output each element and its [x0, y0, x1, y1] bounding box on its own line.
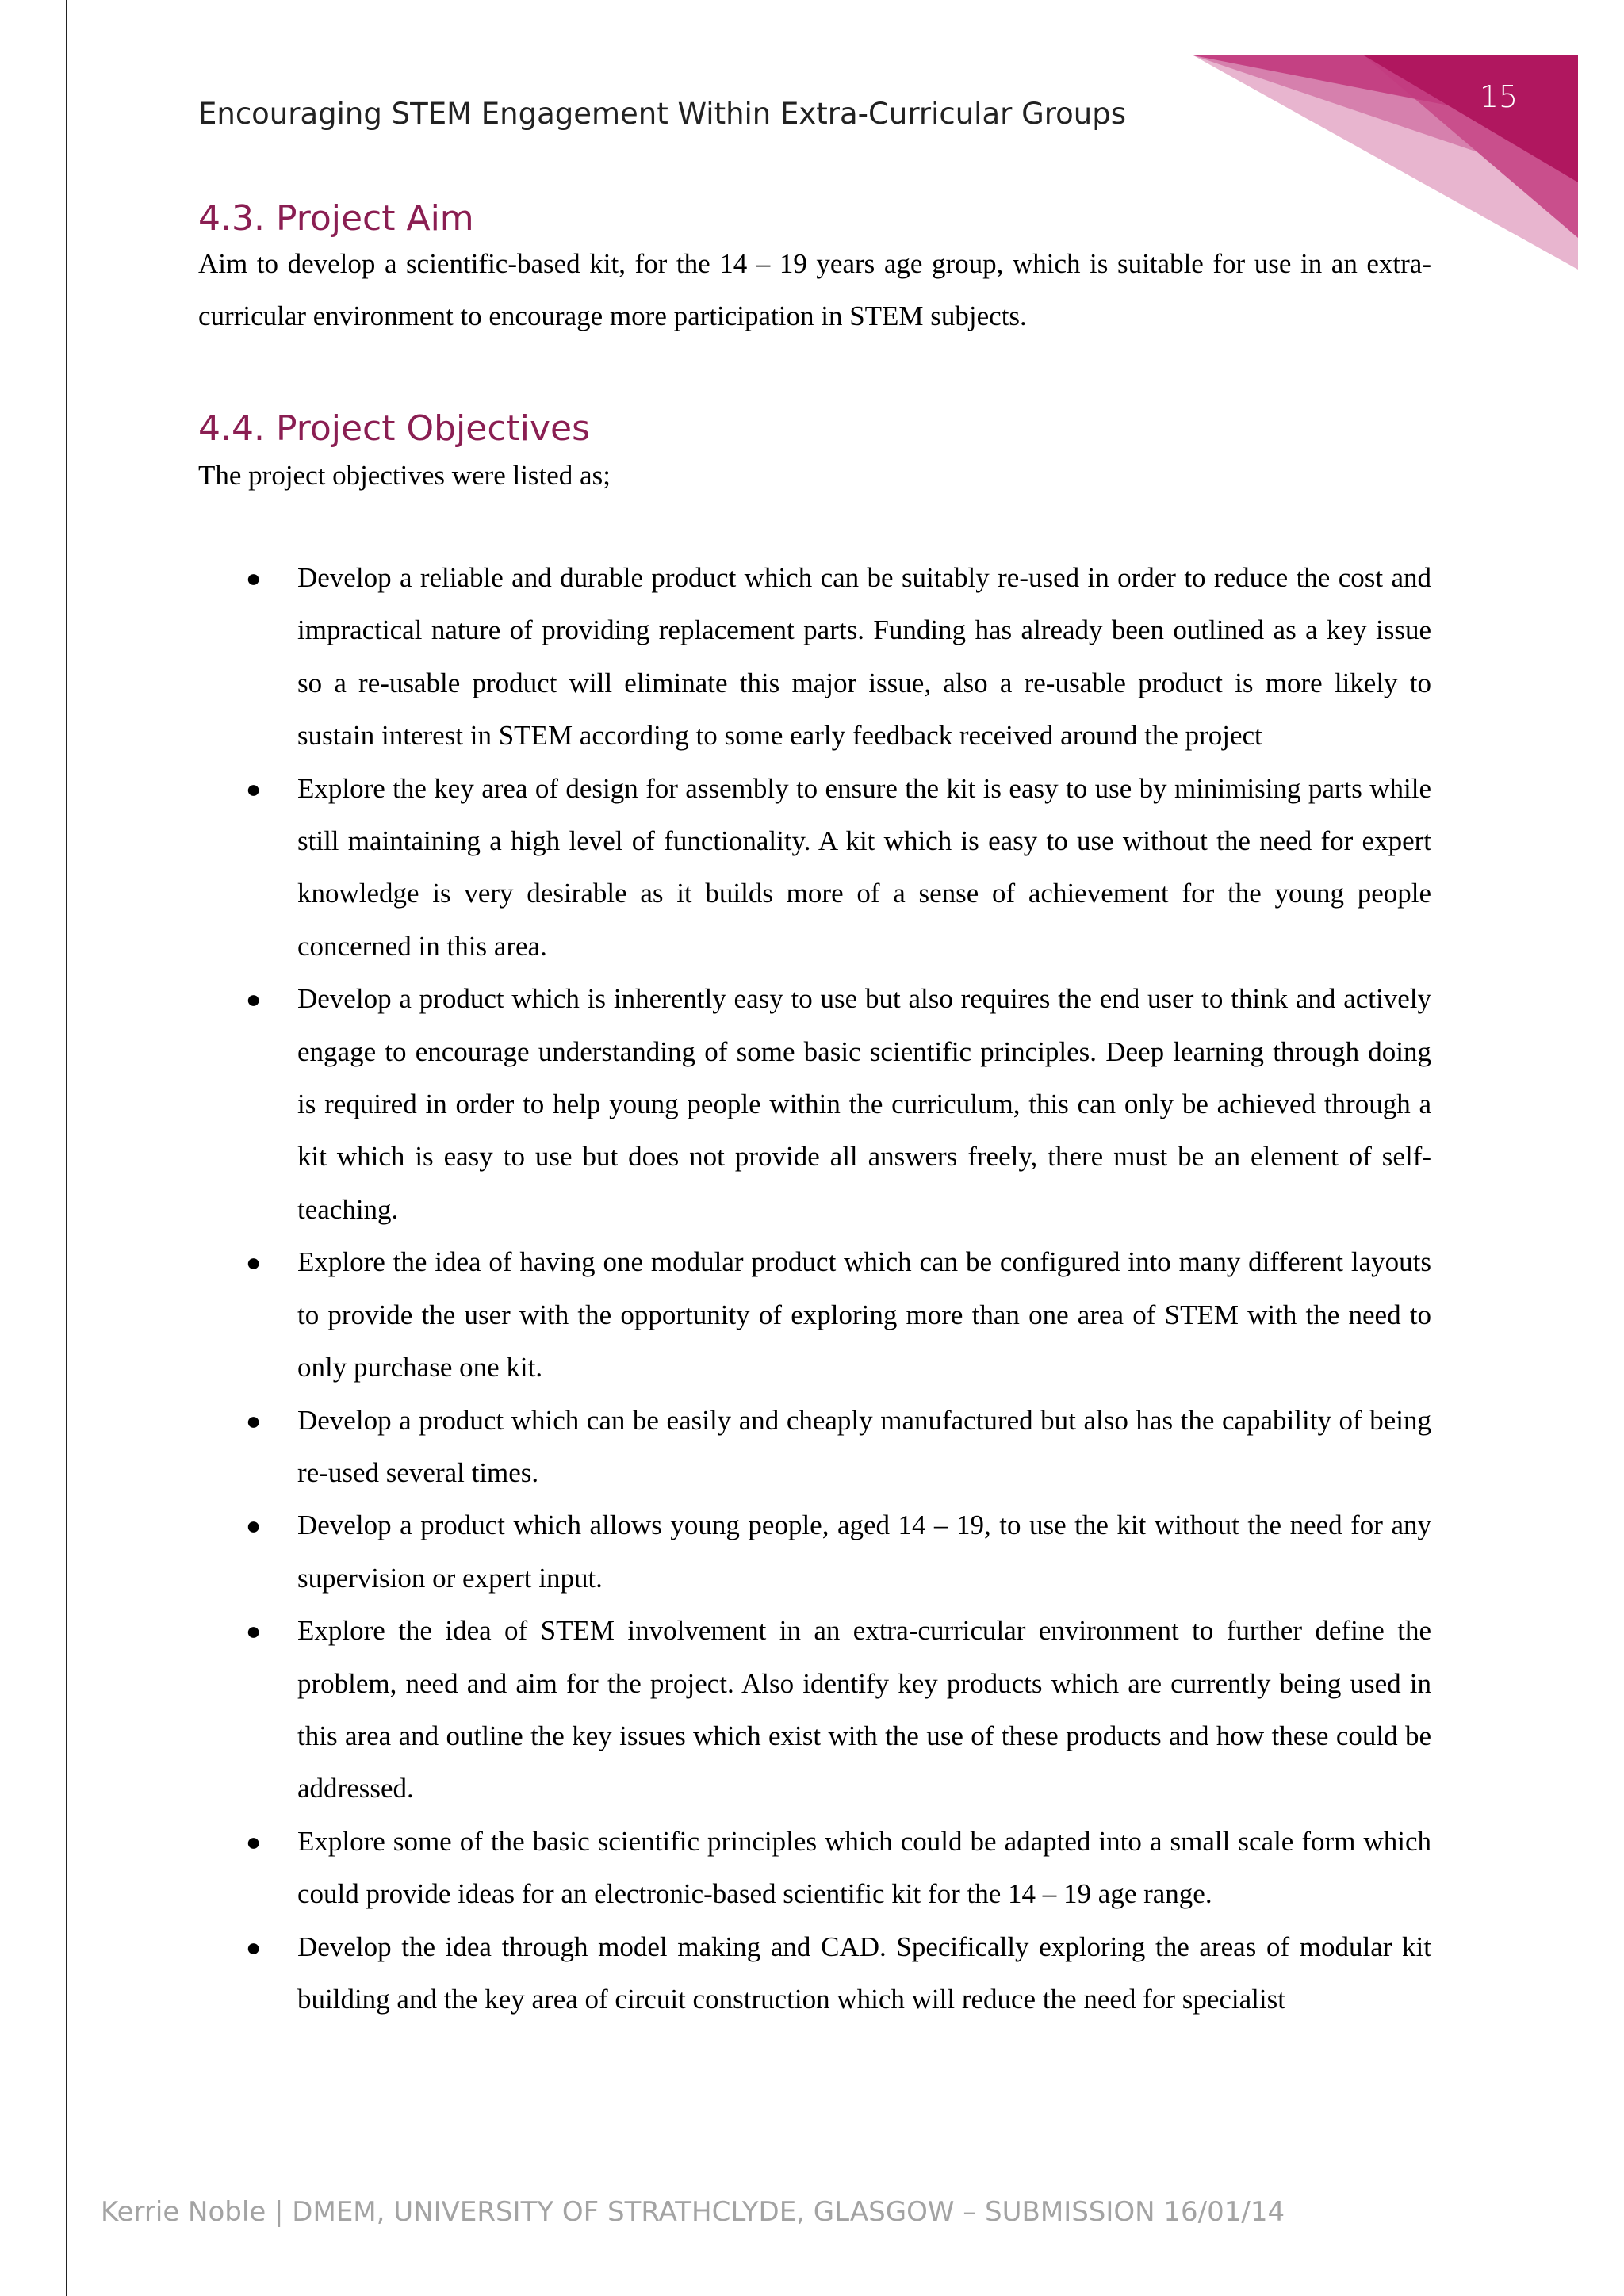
- objective-item: [198, 1921, 1431, 2026]
- bullet-icon: ●: [246, 564, 262, 592]
- bullet-icon: ●: [246, 1511, 262, 1540]
- bullet-icon: ●: [246, 985, 262, 1014]
- objective-text: Develop a product which can be easily and cheaply manufactured but also has the capability of being re-used several times.: [297, 1404, 1431, 1488]
- objective-text: Explore the idea of STEM involvement in an extra-curricular environment to further define the problem, need and aim for the project. Also identify key products which are currently being used in this area and outline the key issues which exist with the use of these products and how these could be addressed.: [297, 1615, 1431, 1804]
- objective-text: Develop a product which allows young people, aged 14 – 19, to use the kit without the need for any supervision or expert input.: [297, 1510, 1431, 1594]
- section-heading-project-aim: 4.3. Project Aim: [198, 198, 474, 239]
- project-aim-paragraph: Aim to develop a scientific-based kit, for the 14 – 19 years age group, which is suitable for use in an extra-curricular environment to encourage more participation in STEM subjects.: [198, 248, 1431, 331]
- objective-item: [198, 1236, 1431, 1394]
- objectives-intro-paragraph: The project objectives were listed as;: [198, 460, 611, 491]
- running-header-title: Encouraging STEM Engagement Within Extra-Curricular Groups: [198, 97, 1127, 131]
- bullet-icon: ●: [246, 1617, 262, 1646]
- objective-text: Explore the key area of design for assembly to ensure the kit is easy to use by minimising parts while still maintaining a high level of functionality. A kit which is easy to use without the need for expert knowledge is very desirable as it builds more of a sense of achievement for the young people concerned in this area.: [297, 772, 1431, 962]
- bullet-icon: ●: [246, 1827, 262, 1856]
- objective-item: [198, 1605, 1431, 1816]
- section-heading-project-objectives: 4.4. Project Objectives: [198, 408, 591, 449]
- objective-text: Explore some of the basic scientific principles which could be adapted into a small scale form which could provide ideas for an electronic-based scientific kit for the 14 – 19 age range.: [297, 1825, 1431, 1910]
- objective-text: Explore the idea of having one modular product which can be configured into many different layouts to provide the user with the opportunity of exploring more than one area of STEM with the need to only purchase one kit.: [297, 1246, 1431, 1383]
- page-number: 15: [1479, 79, 1519, 114]
- objective-item: [198, 1395, 1431, 1500]
- objective-item: [198, 973, 1431, 1236]
- objective-text: Develop a reliable and durable product which can be suitably re-used in order to reduce the cost and impractical nature of providing replacement parts. Funding has already been outlined as a key issue so a re-usable product will eliminate this major issue, also a re-usable product is more likely to sustain interest in STEM according to some early feedback received around the project: [297, 562, 1431, 752]
- objective-item: [198, 1816, 1431, 1921]
- bullet-icon: ●: [246, 1248, 262, 1277]
- bullet-icon: ●: [246, 1932, 262, 1961]
- objective-text: Develop a product which is inherently easy to use but also requires the end user to think and actively engage to encourage understanding of some basic scientific principles. Deep learning through doing is required in order to help young people within the curriculum, this can only be achieved through a kit which is easy to use but does not provide all answers freely, there must be an element of self-teaching.: [297, 983, 1431, 1225]
- bullet-icon: ●: [246, 1406, 262, 1435]
- objective-text: Develop the idea through model making and CAD. Specifically exploring the areas of modular kit building and the key area of circuit construction which will reduce the need for specialist: [297, 1931, 1431, 2015]
- objective-item: [198, 552, 1431, 763]
- objective-item: [198, 1499, 1431, 1605]
- objective-item: [198, 763, 1431, 974]
- bullet-icon: ●: [246, 774, 262, 803]
- objectives-list: [198, 552, 1431, 2026]
- left-margin-line: [66, 0, 67, 2296]
- page-footer: Kerrie Noble | DMEM, UNIVERSITY OF STRATHCLYDE, GLASGOW – SUBMISSION 16/01/14: [101, 2196, 1285, 2228]
